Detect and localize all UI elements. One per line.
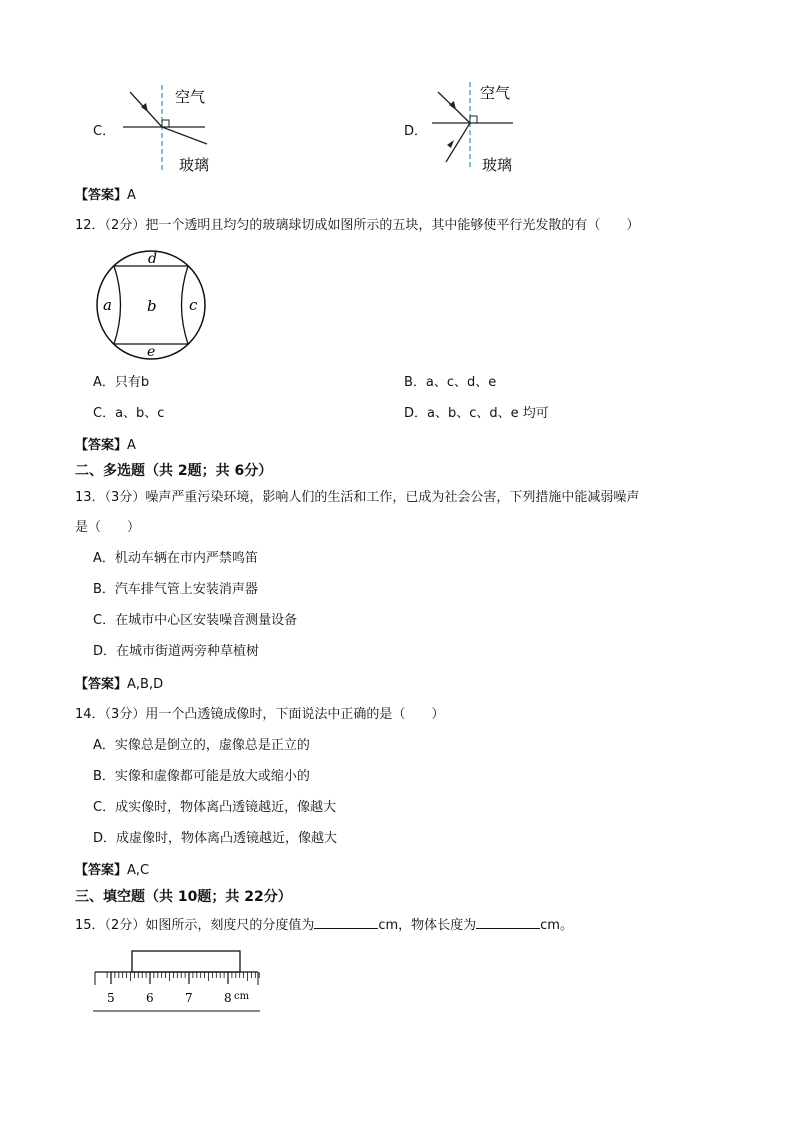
q12-option-a[interactable]: A．只有b	[93, 375, 150, 390]
q13-stem-line1: 13．（3分）噪声严重污染环境，影响人们的生活和工作，已成为社会公害，下列措施中能减弱噪声	[75, 490, 640, 505]
q13-option-d[interactable]: D．在城市街道两旁种草植树	[93, 644, 260, 659]
glass-label: 玻璃	[482, 156, 513, 174]
q15-stem: 15．（2分）如图所示，刻度尺的分度值为 cm，物体长度为 cm。	[75, 918, 573, 933]
q14-option-b[interactable]: B．实像和虚像都可能是放大或缩小的	[93, 769, 310, 784]
q12-answer: 【答案】A	[75, 438, 136, 453]
q11-answer: 【答案】A	[75, 188, 136, 203]
blank-division-value[interactable]	[314, 916, 378, 929]
answer-value: A,B,D	[127, 677, 164, 692]
answer-value: A	[127, 438, 136, 453]
glass-label: 玻璃	[179, 156, 210, 174]
refracted-ray	[446, 123, 470, 162]
ruler-number-label: 5	[107, 991, 115, 1005]
q13-option-c[interactable]: C．在城市中心区安装噪音测量设备	[93, 613, 298, 628]
incident-arrow-icon	[449, 101, 456, 110]
option-d-label[interactable]: D．	[404, 124, 428, 139]
q12-option-b[interactable]: B．a、c、d、e	[404, 375, 497, 390]
air-label: 空气	[175, 88, 206, 106]
right-angle-mark	[162, 120, 169, 127]
refraction-diagram-c	[115, 80, 225, 175]
q12-stem: 12．（2分）把一个透明且均匀的玻璃球切成如图所示的五块，其中能够使平行光发散的有（ ）	[75, 218, 640, 233]
option-c-label[interactable]: C．	[93, 124, 116, 139]
q12-option-c[interactable]: C．a、b、c	[93, 406, 165, 421]
ruler-ticks	[107, 972, 259, 984]
ruler-number-label: 7	[185, 991, 193, 1005]
q13-option-a[interactable]: A．机动车辆在市内严禁鸣笛	[93, 551, 258, 566]
q14-answer: 【答案】A,C	[75, 863, 150, 878]
q12-option-d[interactable]: D．a、b、c、d、e 均可	[404, 406, 549, 421]
refraction-diagram-d	[426, 78, 536, 175]
ruler-unit: cm	[234, 991, 250, 1002]
q14-option-d[interactable]: D．成虚像时，物体离凸透镜越近，像越大	[93, 831, 338, 846]
q13-option-b[interactable]: B．汽车排气管上安装消声器	[93, 582, 258, 597]
label-e: e	[147, 344, 156, 360]
measured-object	[132, 951, 240, 972]
air-label: 空气	[480, 84, 511, 102]
glass-ball-figure	[93, 248, 209, 362]
q14-stem: 14．（3分）用一个凸透镜成像时，下面说法中正确的是（ ）	[75, 707, 445, 722]
answer-value: A,C	[127, 863, 150, 878]
section-fill-blank-title: 三、填空题（共 10题；共 22分）	[75, 889, 292, 905]
q14-option-a[interactable]: A．实像总是倒立的，虚像总是正立的	[93, 738, 310, 753]
ruler-figure	[90, 948, 265, 1014]
label-b: b	[147, 297, 157, 315]
label-a: a	[103, 296, 112, 314]
ruler-number-label: 6	[146, 991, 154, 1005]
q14-option-c[interactable]: C．成实像时，物体离凸透镜越近，像越大	[93, 800, 337, 815]
refracted-ray	[162, 127, 207, 144]
right-angle-mark	[470, 116, 477, 123]
section-multi-choice-title: 二、多选题（共 2题；共 6分）	[75, 463, 273, 479]
label-c: c	[189, 296, 198, 314]
answer-value: A	[127, 188, 136, 203]
q13-stem-line2: 是（ ）	[75, 520, 141, 535]
label-d: d	[148, 251, 157, 267]
refracted-arrow-icon	[447, 140, 454, 148]
q13-answer: 【答案】A,B,D	[75, 677, 164, 692]
blank-object-length[interactable]	[476, 916, 540, 929]
ruler-number-label: 8	[224, 991, 232, 1005]
